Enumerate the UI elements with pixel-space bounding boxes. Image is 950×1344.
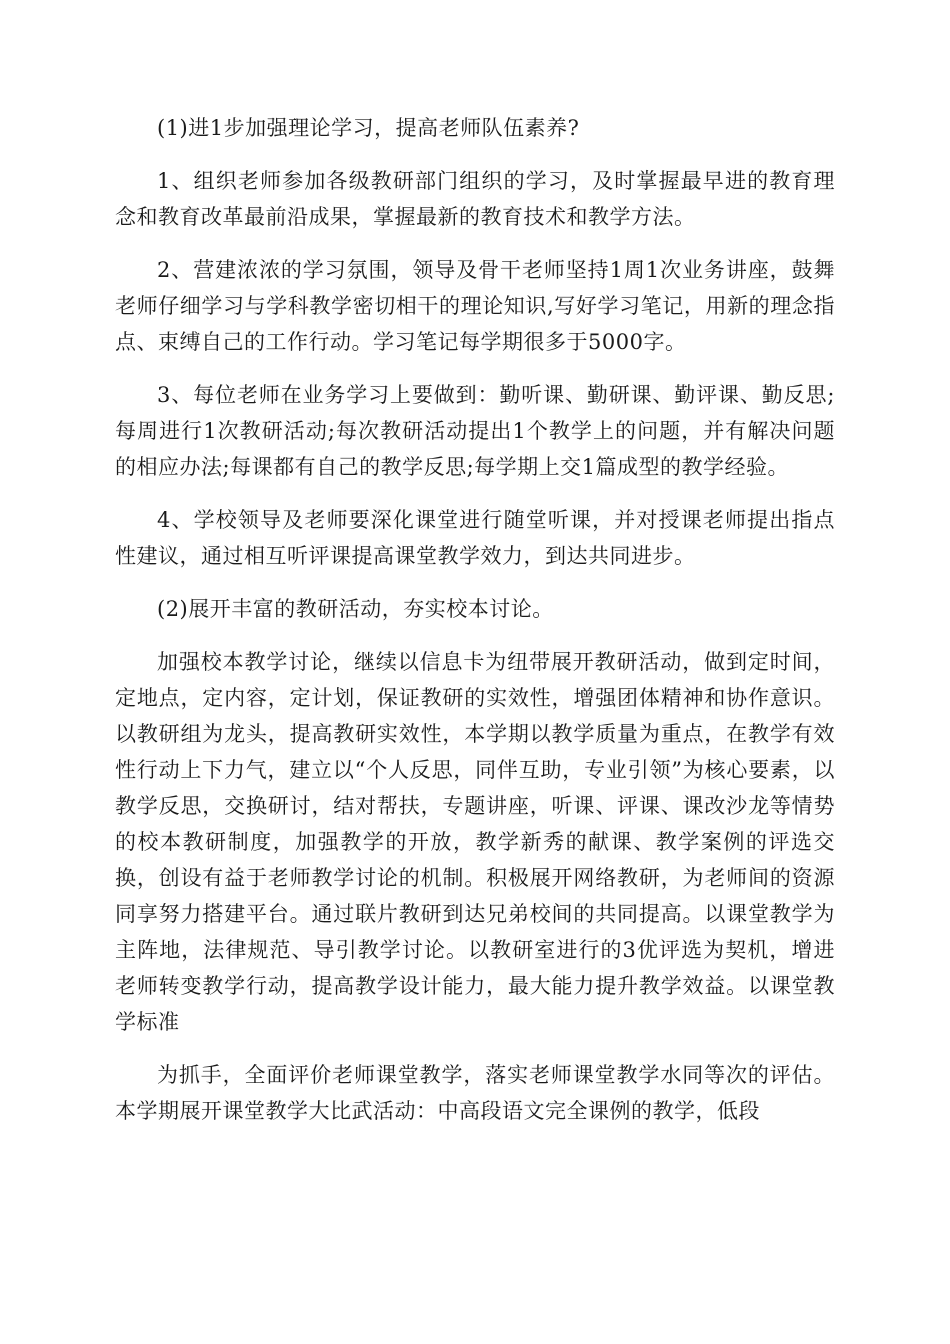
- paragraph-item-3: 3、每位老师在业务学习上要做到：勤听课、勤研课、勤评课、勤反思;每周进行1次教研活动;每次教研活动提出1个教学上的问题，并有解决问题的相应办法;每课都有自己的教学反思;每学期上交1篇成型的教学经验。: [115, 383, 835, 479]
- paragraph-item-4: 4、学校领导及老师要深化课堂进行随堂听课，并对授课老师提出指点性建议，通过相互听评课提高课堂教学效力，到达共同进步。: [115, 508, 835, 568]
- paragraph-body-1: 加强校本教学讨论，继续以信息卡为纽带展开教研活动，做到定时间，定地点，定内容，定计划，保证教研的实效性，增强团体精神和协作意识。以教研组为龙头，提高教研实效性，本学期以教学质量为重点，在教学有效性行动上下力气，建立以“个人反思，同伴互助，专业引领”为核心要素，以教学反思，交换研讨，结对帮扶，专题讲座，听课、评课、课改沙龙等情势的校本教研制度，加强教学的开放，教学新秀的献课、教学案例的评选交换，创设有益于老师教学讨论的机制。积极展开网络教研，为老师间的资源同享努力搭建平台。通过联片教研到达兄弟校间的共同提高。以课堂教学为主阵地，法律规范、导引教学讨论。以教研室进行的3优评选为契机，增进老师转变教学行动，提高教学设计能力，最大能力提升教学效益。以课堂教学标准: [115, 650, 835, 1034]
- paragraph-item-1: 1、组织老师参加各级教研部门组织的学习，及时掌握最早进的教育理念和教育改革最前沿成果，掌握最新的教育技术和教学方法。: [115, 169, 835, 229]
- paragraph-item-2: 2、营建浓浓的学习氛围，领导及骨干老师坚持1周1次业务讲座，鼓舞老师仔细学习与学科教学密切相干的理论知识,写好学习笔记，用新的理念指点、束缚自己的工作行动。学习笔记每学期很多于5000字。: [115, 258, 835, 354]
- document-body: [115, 110, 835, 1146]
- paragraph-section-1-heading: (1)进1步加强理论学习，提高老师队伍素养?: [157, 116, 580, 140]
- paragraph-body-2: 为抓手，全面评价老师课堂教学，落实老师课堂教学水同等次的评估。本学期展开课堂教学大比武活动：中高段语文完全课例的教学，低段: [115, 1063, 835, 1123]
- paragraph-section-2-heading: (2)展开丰富的教研活动，夯实校本讨论。: [157, 597, 554, 621]
